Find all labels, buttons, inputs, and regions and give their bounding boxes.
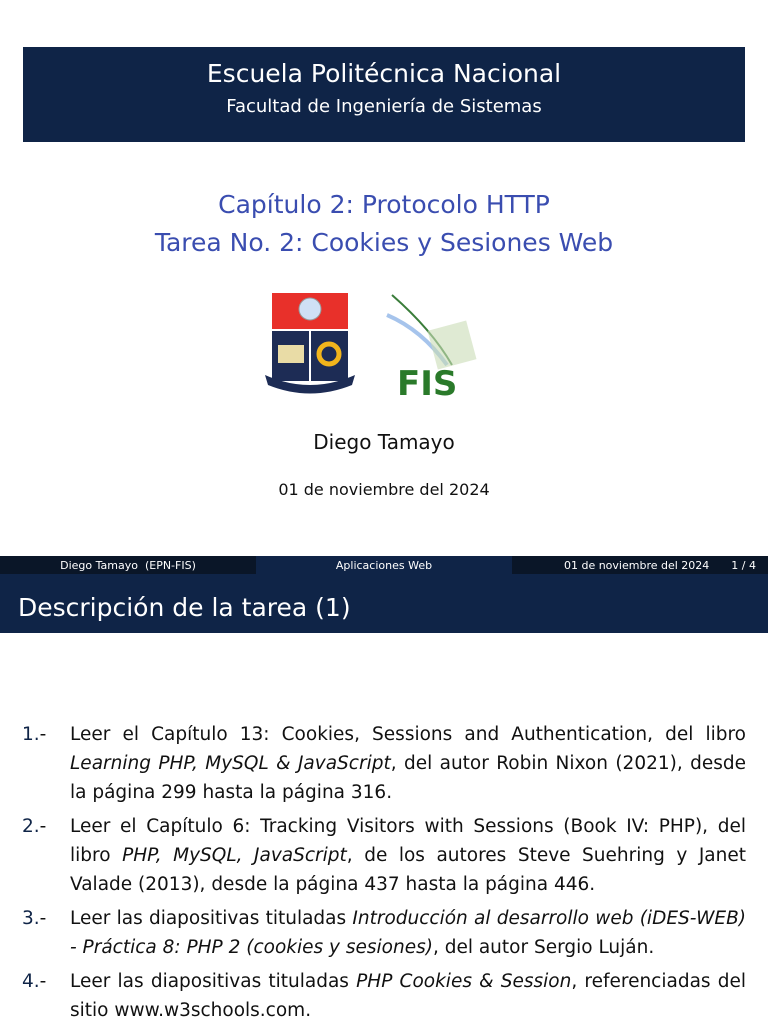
item-text-segment: Leer el Capítulo 13: Cookies, Sessions and Authentication, del libro xyxy=(70,724,746,745)
footer-course: Aplicaciones Web xyxy=(335,558,433,572)
item-title: PHP Cookies & Session xyxy=(356,971,572,992)
item-text-segment: Leer las diapositivas tituladas xyxy=(70,908,353,929)
item-text xyxy=(70,812,746,899)
item-title: Introducción al desarrollo web (iDES-WEB) - Práctica 8: PHP 2 (cookies y sesiones) xyxy=(70,908,746,958)
list-number: 2.- xyxy=(22,816,47,837)
slide-footer xyxy=(0,556,768,574)
item-title: Learning PHP, MySQL & JavaScript xyxy=(70,753,391,774)
faculty-name: Facultad de Ingeniería de Sistemas xyxy=(226,96,542,117)
presentation-date: 01 de noviembre del 2024 xyxy=(278,480,490,499)
institution-name: Escuela Politécnica Nacional xyxy=(206,59,562,88)
footer-author: Diego Tamayo (EPN-FIS) xyxy=(60,558,196,572)
presentation-title xyxy=(0,186,768,262)
item-text-segment: Leer el Capítulo 6: Tracking Visitors with Sessions (Book IV: PHP), del libro xyxy=(70,816,746,866)
list-number: 4.- xyxy=(22,971,47,992)
item-text xyxy=(70,904,746,962)
item-text xyxy=(70,967,746,1025)
logos xyxy=(262,290,512,400)
list-number: 3.- xyxy=(22,908,47,929)
epn-logo xyxy=(265,293,355,394)
item-number: 3. xyxy=(22,908,40,929)
slide-title: Descripción de la tarea (1) xyxy=(0,574,768,633)
author-name: Diego Tamayo xyxy=(313,430,455,454)
task-list xyxy=(22,720,746,1030)
chapter-title: Capítulo 2: Protocolo HTTP xyxy=(218,190,550,219)
fis-logo-text: FIS xyxy=(397,364,458,400)
item-number: 2. xyxy=(22,816,40,837)
page-number: 1 / 4 xyxy=(731,558,756,572)
list-number: 1.- xyxy=(22,724,47,745)
item-text xyxy=(70,720,746,807)
list-item xyxy=(22,720,746,807)
assignment-title: Tarea No. 2: Cookies y Sesiones Web xyxy=(154,228,614,257)
item-number: 1. xyxy=(22,724,40,745)
item-text-segment: , de los autores Steve Suehring y Janet Valade (2013), desde la página 437 hasta la página 446. xyxy=(70,845,746,895)
list-item xyxy=(22,967,746,1025)
item-text-segment: Leer las diapositivas tituladas xyxy=(70,971,357,992)
item-text-segment: , referenciadas del sitio www.w3schools.com. xyxy=(70,971,746,1021)
item-title: PHP, MySQL, JavaScript xyxy=(122,845,347,866)
footer-date: 01 de noviembre del 2024 xyxy=(563,558,710,572)
title-box xyxy=(23,47,745,142)
fis-logo xyxy=(387,295,476,400)
item-text-segment: , del autor Robin Nixon (2021), desde la página 299 hasta la página 316. xyxy=(70,753,746,803)
item-number: 4. xyxy=(22,971,40,992)
list-item xyxy=(22,812,746,899)
item-text-segment: , del autor Sergio Luján. xyxy=(432,937,655,958)
list-item xyxy=(22,904,746,962)
